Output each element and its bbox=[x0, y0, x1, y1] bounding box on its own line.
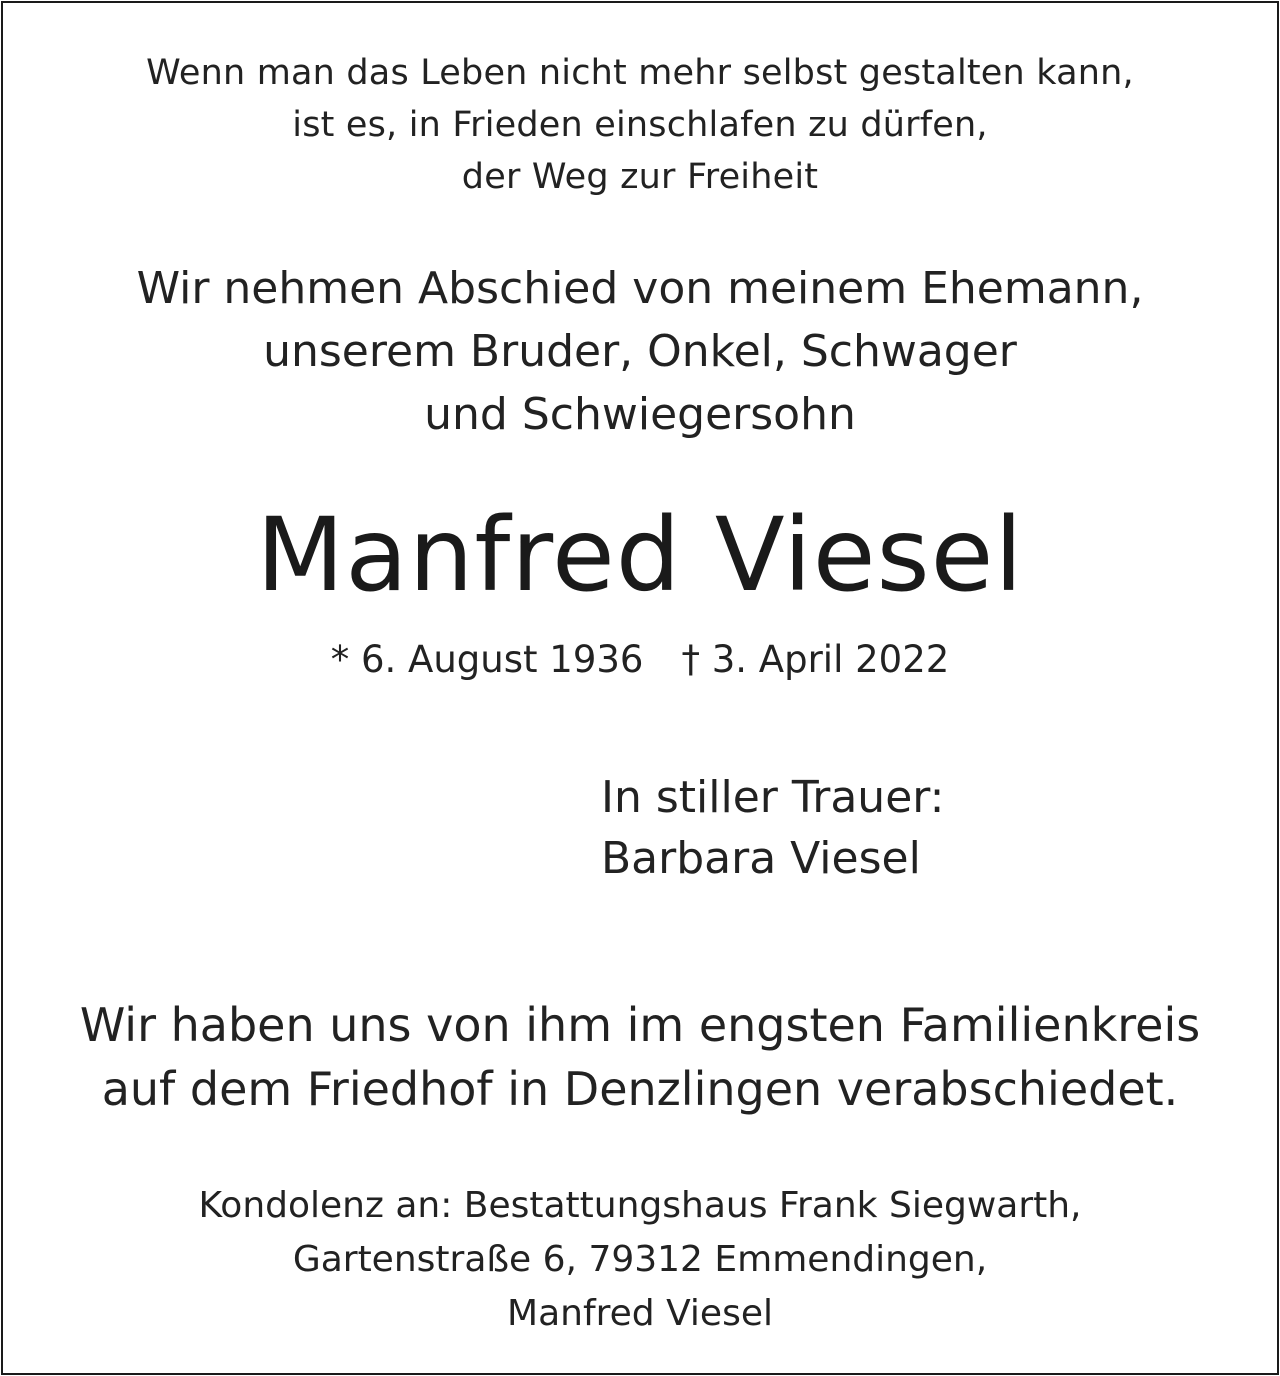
obituary-notice bbox=[1, 1, 1279, 1375]
deceased-name: Manfred Viesel bbox=[256, 496, 1024, 615]
condolence-line: Kondolenz an: Bestattungshaus Frank Siegwarth, bbox=[198, 1185, 1082, 1226]
farewell-line: unserem Bruder, Onkel, Schwager bbox=[263, 326, 1017, 377]
farewell-statement bbox=[3, 257, 1277, 446]
burial-note bbox=[3, 993, 1277, 1121]
quote-line: der Weg zur Freiheit bbox=[461, 157, 819, 197]
mourner-name: Barbara Viesel bbox=[601, 833, 921, 884]
mourners-section bbox=[601, 767, 944, 889]
condolence-line: Gartenstraße 6, 79312 Emmendingen, bbox=[292, 1239, 988, 1280]
mourning-label: In stiller Trauer: bbox=[601, 772, 945, 823]
birth-date: * 6. August 1936 bbox=[330, 638, 644, 681]
condolence-address bbox=[3, 1179, 1277, 1341]
opening-quote bbox=[3, 47, 1277, 203]
death-date: † 3. April 2022 bbox=[681, 638, 950, 681]
life-dates bbox=[3, 633, 1277, 687]
burial-line: auf dem Friedhof in Denzlingen verabschiedet. bbox=[101, 1062, 1179, 1116]
burial-line: Wir haben uns von ihm im engsten Familienkreis bbox=[79, 998, 1201, 1052]
quote-line: ist es, in Frieden einschlafen zu dürfen, bbox=[292, 105, 988, 145]
quote-line: Wenn man das Leben nicht mehr selbst gestalten kann, bbox=[146, 53, 1134, 93]
farewell-line: Wir nehmen Abschied von meinem Ehemann, bbox=[136, 263, 1144, 314]
farewell-line: und Schwiegersohn bbox=[424, 389, 856, 440]
condolence-line: Manfred Viesel bbox=[507, 1293, 773, 1334]
